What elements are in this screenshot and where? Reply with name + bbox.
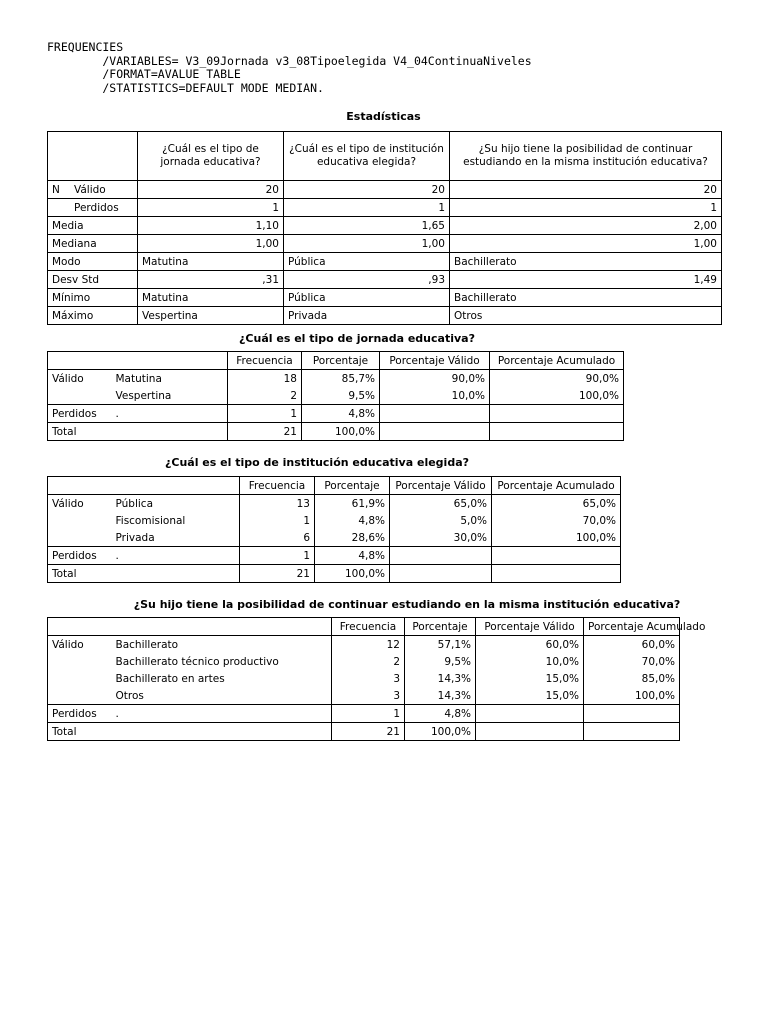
pct-valid-cell	[476, 705, 584, 723]
pct-cum-cell	[584, 705, 680, 723]
stats-row-label: Mínimo	[48, 289, 138, 307]
row-group-label	[48, 529, 112, 547]
pct-valid-cell: 15,0%	[476, 670, 584, 687]
row-group-label	[48, 687, 112, 705]
stats-cell: 1	[284, 199, 450, 217]
stats-cell: Bachillerato	[450, 289, 722, 307]
stats-col-header: ¿Su hijo tiene la posibilidad de continuar estudiando en la misma institución educativa?	[450, 132, 722, 181]
table-row	[48, 495, 621, 513]
pct-cell: 100,0%	[302, 423, 380, 441]
pct-valid-cell	[390, 547, 492, 565]
pct-valid-cell: 5,0%	[390, 512, 492, 529]
pct-valid-cell: 30,0%	[390, 529, 492, 547]
freq2-title: ¿Cuál es el tipo de institución educativa elegida?	[164, 456, 469, 469]
pct-cum-cell: 60,0%	[584, 636, 680, 654]
pct-cell: 61,9%	[315, 495, 390, 513]
freq-cell: 2	[332, 653, 405, 670]
pct-cell: 28,6%	[315, 529, 390, 547]
pct-valid-cell: 10,0%	[380, 387, 490, 405]
stats-cell: Pública	[284, 289, 450, 307]
freq-cell: 1	[228, 405, 302, 423]
table-row	[48, 723, 680, 741]
row-group-label: Válido	[48, 636, 112, 654]
freq-cell: 13	[240, 495, 315, 513]
table-row	[48, 687, 680, 705]
row-category: .	[112, 405, 228, 423]
table-row	[48, 547, 621, 565]
pct-cell: 4,8%	[405, 705, 476, 723]
table-row	[48, 405, 624, 423]
stats-cell: Matutina	[138, 289, 284, 307]
stats-header-row	[48, 132, 722, 181]
row-category: Bachillerato en artes	[115, 672, 225, 685]
freq-cell: 1	[240, 512, 315, 529]
pct-cum-cell: 90,0%	[490, 370, 624, 388]
stats-row	[48, 307, 722, 325]
freq2-header-row	[48, 477, 621, 495]
table-row	[48, 512, 621, 529]
row-category: Matutina	[112, 370, 228, 388]
freq-cell: 12	[332, 636, 405, 654]
row-group-label	[48, 387, 112, 405]
freq1-col-header: Porcentaje Acumulado	[490, 352, 624, 370]
row-group-label: Válido	[48, 495, 112, 513]
pct-cum-cell	[492, 565, 621, 583]
pct-valid-cell: 60,0%	[476, 636, 584, 654]
row-category: Bachillerato	[112, 636, 332, 654]
stats-row-label: N Válido	[48, 181, 138, 199]
table-row	[48, 565, 621, 583]
stats-col-header: ¿Cuál es el tipo de jornada educativa?	[138, 132, 284, 181]
row-category: Bachillerato técnico productivo	[115, 655, 279, 668]
freq3-title: ¿Su hijo tiene la posibilidad de continuar estudiando en la misma institución educativa?	[133, 598, 681, 611]
freq2-corner-cell	[48, 477, 240, 495]
stats-cell: 1,49	[450, 271, 722, 289]
row-category: Otros	[115, 689, 144, 702]
row-category: Pública	[112, 495, 240, 513]
stats-title: Estadísticas	[346, 110, 421, 123]
pct-cell: 85,7%	[302, 370, 380, 388]
pct-cum-cell: 100,0%	[490, 387, 624, 405]
stats-cell: 2,00	[450, 217, 722, 235]
row-group-label: Perdidos	[48, 705, 112, 723]
freq-cell: 1	[240, 547, 315, 565]
table-row	[48, 387, 624, 405]
pct-cell: 4,8%	[315, 547, 390, 565]
freq-cell: 21	[240, 565, 315, 583]
spss-syntax-block	[47, 41, 532, 95]
stats-cell: 1,00	[138, 235, 284, 253]
pct-cum-cell	[490, 423, 624, 441]
stats-cell: 20	[284, 181, 450, 199]
stats-table	[47, 131, 722, 325]
freq2-table	[47, 476, 621, 583]
stats-row-label: Media	[48, 217, 138, 235]
pct-cum-cell: 85,0%	[584, 670, 680, 687]
row-group-label: Perdidos	[48, 405, 112, 423]
stats-cell: Privada	[284, 307, 450, 325]
pct-cum-cell: 100,0%	[492, 529, 621, 547]
pct-valid-cell: 15,0%	[476, 687, 584, 705]
freq-cell: 2	[228, 387, 302, 405]
pct-cum-cell: 100,0%	[584, 687, 680, 705]
freq1-corner-cell	[48, 352, 228, 370]
freq-cell: 6	[240, 529, 315, 547]
row-group-label: Perdidos	[48, 547, 112, 565]
stats-row	[48, 253, 722, 271]
pct-valid-cell	[390, 565, 492, 583]
freq-cell: 18	[228, 370, 302, 388]
freq-cell: 21	[228, 423, 302, 441]
freq-cell: 21	[332, 723, 405, 741]
stats-row	[48, 271, 722, 289]
pct-cum-cell: 70,0%	[584, 653, 680, 670]
freq3-col-header: Porcentaje Acumulado	[584, 618, 680, 636]
syntax-line: /FORMAT=AVALUE TABLE	[47, 67, 241, 81]
pct-cum-cell	[492, 547, 621, 565]
syntax-line: /STATISTICS=DEFAULT MODE MEDIAN.	[47, 80, 324, 95]
freq2-col-header: Porcentaje Válido	[390, 477, 492, 495]
syntax-line: FREQUENCIES	[47, 40, 124, 54]
pct-cum-cell: 70,0%	[492, 512, 621, 529]
freq3-corner-cell	[48, 618, 332, 636]
pct-valid-cell: 65,0%	[390, 495, 492, 513]
pct-cell: 57,1%	[405, 636, 476, 654]
stats-cell: 1	[138, 199, 284, 217]
pct-cum-cell	[584, 723, 680, 741]
pct-valid-cell: 90,0%	[380, 370, 490, 388]
stats-row	[48, 199, 722, 217]
row-category: Fiscomisional	[115, 514, 186, 527]
table-row	[48, 705, 680, 723]
stats-cell: 1,00	[450, 235, 722, 253]
stats-cell: Vespertina	[138, 307, 284, 325]
stats-cell: ,31	[138, 271, 284, 289]
pct-cell: 9,5%	[302, 387, 380, 405]
pct-valid-cell	[476, 723, 584, 741]
pct-valid-cell	[380, 423, 490, 441]
freq3-col-header: Frecuencia	[332, 618, 405, 636]
pct-cell: 100,0%	[405, 723, 476, 741]
freq2-col-header: Porcentaje	[315, 477, 390, 495]
freq2-col-header: Porcentaje Acumulado	[492, 477, 621, 495]
row-category: .	[112, 705, 332, 723]
freq3-table	[47, 617, 706, 741]
stats-row-label: Mediana	[48, 235, 138, 253]
pct-valid-cell	[380, 405, 490, 423]
freq-cell: 1	[332, 705, 405, 723]
row-group-label: Válido	[48, 370, 112, 388]
pct-cell: 100,0%	[315, 565, 390, 583]
pct-cum-cell	[490, 405, 624, 423]
stats-cell: 1,10	[138, 217, 284, 235]
row-group-label	[48, 512, 112, 529]
freq1-table	[47, 351, 624, 441]
row-group-label: Total	[48, 565, 112, 583]
row-category: Privada	[115, 531, 155, 544]
stats-row	[48, 235, 722, 253]
stats-row	[48, 289, 722, 307]
stats-row-label: Máximo	[48, 307, 138, 325]
freq1-col-header: Frecuencia	[228, 352, 302, 370]
freq3-col-header: Porcentaje	[405, 618, 476, 636]
stats-cell: 20	[450, 181, 722, 199]
row-group-label: Total	[48, 723, 112, 741]
table-row	[48, 653, 680, 670]
freq2-col-header: Frecuencia	[240, 477, 315, 495]
table-row	[48, 370, 624, 388]
freq3-col-header: Porcentaje Válido	[476, 618, 584, 636]
stats-cell: Otros	[450, 307, 722, 325]
pct-cum-cell: 65,0%	[492, 495, 621, 513]
stats-cell: 1,00	[284, 235, 450, 253]
table-row	[48, 423, 624, 441]
freq-cell: 3	[332, 670, 405, 687]
stats-cell: Pública	[284, 253, 450, 271]
row-category	[112, 565, 240, 583]
row-category	[112, 423, 228, 441]
stats-cell: Matutina	[138, 253, 284, 271]
syntax-line: /VARIABLES= V3_09Jornada v3_08Tipoelegida V4_04ContinuaNiveles	[47, 53, 532, 68]
pct-cell: 4,8%	[315, 512, 390, 529]
stats-cell: Bachillerato	[450, 253, 722, 271]
stats-row-label: Modo	[48, 253, 138, 271]
row-category: Vespertina	[115, 389, 172, 402]
stats-cell: 1,65	[284, 217, 450, 235]
freq-cell: 3	[332, 687, 405, 705]
stats-cell: ,93	[284, 271, 450, 289]
stats-row-label: Desv Std	[48, 271, 138, 289]
pct-cell: 14,3%	[405, 670, 476, 687]
row-group-label: Total	[48, 423, 112, 441]
freq1-col-header: Porcentaje	[302, 352, 380, 370]
freq3-header-row	[48, 618, 680, 636]
table-row	[48, 636, 680, 654]
stats-cell: 1	[450, 199, 722, 217]
table-row	[48, 529, 621, 547]
pct-cell: 14,3%	[405, 687, 476, 705]
pct-valid-cell: 10,0%	[476, 653, 584, 670]
stats-row-label: Perdidos	[48, 199, 138, 217]
stats-col-header: ¿Cuál es el tipo de institución educativa elegida?	[284, 132, 450, 181]
stats-row	[48, 181, 722, 199]
freq1-col-header: Porcentaje Válido	[380, 352, 490, 370]
row-group-label	[48, 670, 112, 687]
stats-row	[48, 217, 722, 235]
freq1-header-row	[48, 352, 624, 370]
table-row	[48, 670, 680, 687]
row-category	[112, 723, 332, 741]
freq1-title: ¿Cuál es el tipo de jornada educativa?	[239, 332, 475, 345]
stats-cell: 20	[138, 181, 284, 199]
pct-cell: 4,8%	[302, 405, 380, 423]
row-category: .	[112, 547, 240, 565]
pct-cell: 9,5%	[405, 653, 476, 670]
row-group-label	[48, 653, 112, 670]
stats-corner-cell	[48, 132, 138, 181]
